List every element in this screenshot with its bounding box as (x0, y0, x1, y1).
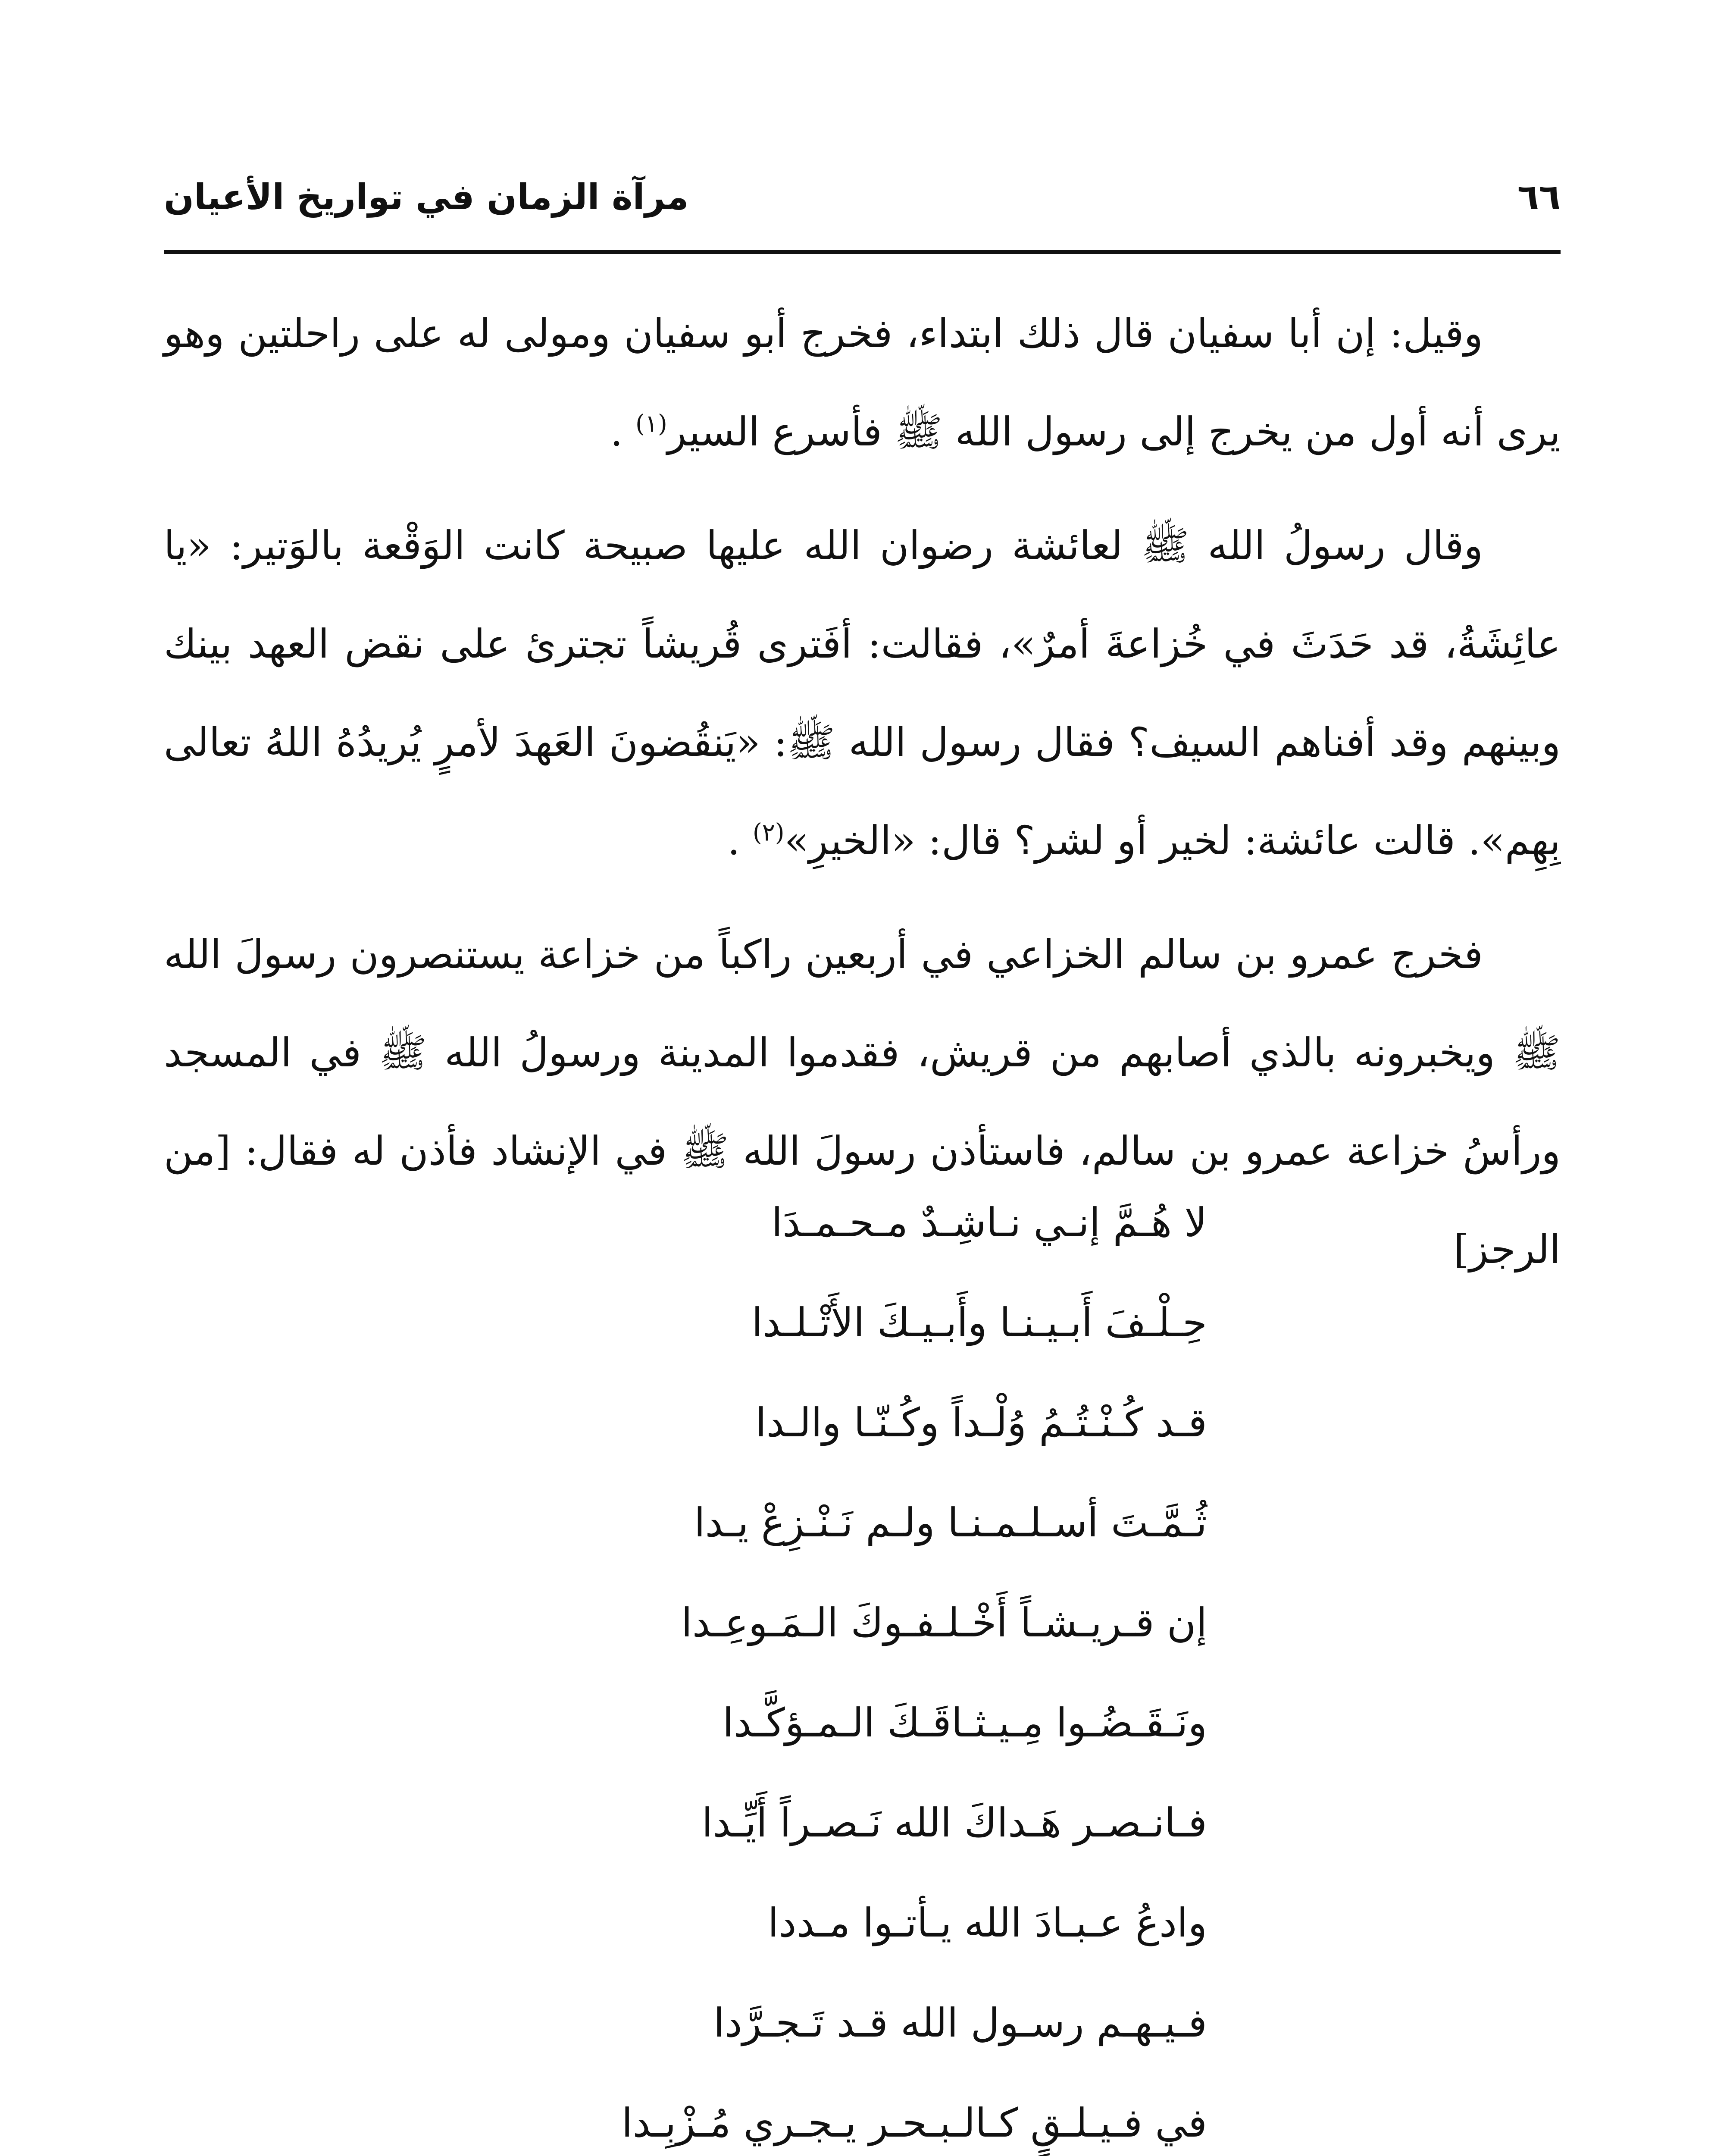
main-text (164, 285, 1561, 1314)
footnote-marker-2: (٢) (752, 818, 785, 847)
poem (517, 1173, 1207, 2156)
page-header (164, 172, 1561, 241)
paragraph-1 (164, 285, 1561, 481)
poem-verse: إن قـريـشـاً أَخْـلـفـوكَ الـمَـوعِـدا (681, 1600, 1207, 1646)
paragraph-1-text: وقيل: إن أبا سفيان قال ذلك ابتداء، فخرج أبو سفيان ومولى له على راحلتين وهو يرى أنه أول من يخرج إلى رسول الله ﷺ فأسرع السير (164, 310, 1561, 455)
paragraph-3: فخرج عمرو بن سالم الخزاعي في أربعين راكباً من خزاعة يستنصرون رسولَ الله ﷺ ويخبرونه بالذي أصابهم من قريش، فقدموا المدينة ورسولُ الله ﷺ في المسجد ورأسُ خزاعة عمرو بن سالم، فاستأذن رسولَ الله ﷺ في الإنشاد فأذن له فقال: [من الرجز] (164, 931, 1561, 1272)
poem-verse: حِـلْـفَ أَبـيـنـا وأَبـيـكَ الأَتْـلـدا (751, 1300, 1207, 1346)
paragraph-2-text: وقال رسولُ الله ﷺ لعائشة رضوان الله عليها صبيحة كانت الوَقْعة بالوَتير: «يا عائِشَةُ، قد حَدَثَ في خُزاعةَ أمرٌ»، فقالت: أفَترى قُريشاً تجترئ على نقض العهد بينك وبينهم وقد أفناهم السيف؟ فقال رسول الله ﷺ: «يَنقُضونَ العَهدَ لأمرٍ يُريدُهُ اللهُ تعالى بِهِم». قالت عائشة: لخير أو لشر؟ قال: «الخيرِ» (164, 523, 1561, 864)
header-rule (164, 250, 1561, 254)
running-title: مرآة الزمان في تواريخ الأعيان (164, 177, 689, 218)
poem-verse: لا هُـمَّ إنـي نـاشِـدٌ مـحـمـدَا (771, 1200, 1207, 1246)
poem-verse: قـد كُـنْـتُـمُ وُلْـداً وكُـنّـا والـدا (755, 1400, 1207, 1446)
poem-verse: ثُـمَّـتَ أسـلـمـنـا ولـم نَـنْـزِعْ يـدا (694, 1500, 1207, 1546)
footnote-marker-1: (١) (635, 410, 667, 438)
poem-verse: فـيـهـم رسـول الله قـد تَـجـرَّدا (713, 2000, 1207, 2046)
poem-verse: فـانـصـر هَـداكَ الله نَـصـراً أَيِّـدا (701, 1800, 1207, 1846)
poem-verse: ونَـقَـضُـوا مِـيـثـاقَـكَ الـمـؤكَّـدا (723, 1700, 1207, 1746)
poem-verse: وادعُ عـبـادَ الله يـأتـوا مـددا (767, 1900, 1207, 1946)
page-number: ٦٦ (1517, 177, 1561, 218)
poem-verse: في فـيـلـقٍ كـالـبـحـر يـجـري مُـزْبِـدا (621, 2100, 1207, 2146)
paragraph-2-end: . (727, 818, 753, 864)
paragraph-1-end: . (610, 409, 635, 455)
paragraph-2 (164, 497, 1561, 890)
